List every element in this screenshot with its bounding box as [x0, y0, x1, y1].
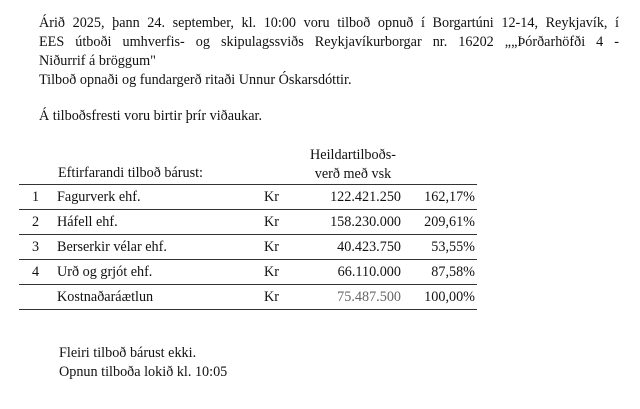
closing-line: Fleiri tilboð bárust ekki.	[59, 345, 197, 361]
bids-received-label: Eftirfarandi tilboð bárust:	[58, 165, 203, 181]
intro-line: Árið 2025, þann 24. september, kl. 10:00 voru tilboð opnuð í Borgartúni 12-14, Reykjavík, í	[39, 15, 619, 31]
bidder-name: Berserkir vélar ehf.	[57, 239, 167, 255]
row-number: 4	[32, 264, 40, 280]
closing-line: Opnun tilboða lokið kl. 10:05	[59, 364, 228, 380]
intro-line: Niðurrif á bröggum"	[39, 53, 156, 69]
bid-amount: 158.230.000	[330, 214, 401, 230]
intro-paragraph	[39, 14, 619, 90]
row-number: 3	[32, 239, 40, 255]
currency-label: Kr	[264, 189, 279, 205]
currency-label: Kr	[264, 289, 279, 305]
bidder-name: Urð og grjót ehf.	[57, 264, 153, 280]
table-row	[19, 234, 477, 259]
estimate-amount: 75.487.500	[337, 289, 401, 305]
amount-header-line: verð með vsk	[314, 166, 392, 182]
bid-percent: 53,55%	[431, 239, 475, 255]
table-row	[19, 184, 477, 209]
bid-percent: 162,17%	[424, 189, 475, 205]
bid-amount: 122.421.250	[330, 189, 401, 205]
table-row	[19, 209, 477, 234]
addenda-note: Á tilboðsfresti voru birtir þrír viðaukar.	[39, 108, 263, 124]
currency-label: Kr	[264, 264, 279, 280]
estimate-percent: 100,00%	[424, 289, 475, 305]
amount-header-line: Heildartilboðs-	[310, 147, 396, 163]
estimate-label: Kostnaðaráætlun	[57, 289, 154, 305]
bids-table	[19, 184, 477, 310]
bid-amount: 66.110.000	[337, 264, 401, 280]
bid-percent: 87,58%	[431, 264, 475, 280]
currency-label: Kr	[264, 239, 279, 255]
bid-amount: 40.423.750	[337, 239, 401, 255]
amount-column-header	[300, 146, 406, 184]
bid-percent: 209,61%	[424, 214, 475, 230]
row-number: 2	[32, 214, 40, 230]
row-number: 1	[32, 189, 40, 205]
bidder-name: Háfell ehf.	[57, 214, 118, 230]
closing-notes	[59, 344, 227, 382]
table-row	[19, 259, 477, 284]
bidder-name: Fagurverk ehf.	[57, 189, 141, 205]
cost-estimate-row	[19, 284, 477, 310]
currency-label: Kr	[264, 214, 279, 230]
intro-line: EES útboði umhverfis- og skipulagssviðs Reykjavíkurborgar nr. 16202 „„Þórðarhöfði 4 -	[39, 34, 619, 50]
intro-line: Tilboð opnaði og fundargerð ritaði Unnur Óskarsdóttir.	[39, 72, 352, 88]
